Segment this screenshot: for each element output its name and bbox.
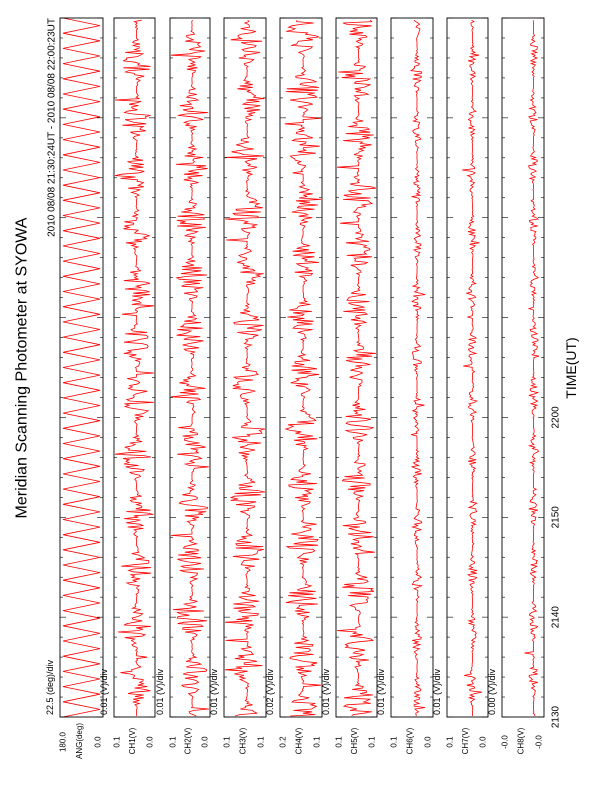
y-tick-top-ch6: 0.1 — [389, 736, 399, 748]
scale-label-ch3: 0.01 (V)/div — [209, 668, 219, 715]
y-tick-bottom-ch7: 0.0 — [478, 736, 488, 748]
scale-label-ch2: 0.01 (V)/div — [155, 668, 165, 715]
panel-frame-ch5 — [336, 18, 377, 717]
y-tick-top-ang: 180.0 — [58, 731, 68, 753]
x-tick-label-2200: 2200 — [550, 406, 562, 429]
trace-ch6 — [411, 20, 425, 716]
y-tick-bottom-ang: 0.0 — [93, 736, 103, 748]
y-tick-top-ch8: -0.0 — [500, 735, 510, 749]
y-tick-top-ch1: 0.1 — [112, 736, 122, 748]
scale-label-ch5: 0.01 (V)/div — [321, 668, 331, 715]
panel-frame-ch3 — [224, 18, 266, 717]
scale-label-ch6: 0.01 (V)/div — [376, 668, 386, 715]
trace-ch7 — [462, 20, 482, 716]
y-label-ch4: CH4(V) — [294, 727, 304, 755]
panel-frame-ch6 — [391, 18, 433, 717]
x-axis-title: TIME(UT) — [563, 337, 579, 399]
scale-label-ch8: 0.00 (V)/div — [487, 668, 497, 715]
panel-frame-ch7 — [447, 18, 488, 717]
x-tick-label-2140: 2140 — [550, 606, 562, 629]
y-label-ch8: CH8(V) — [516, 727, 526, 755]
y-label-ang: ANG(deg) — [75, 722, 84, 760]
trace-ch1 — [115, 20, 154, 716]
x-tick-label-2130: 2130 — [550, 705, 562, 729]
scale-label-ch4: 0.02 (V)/div — [265, 668, 275, 715]
trace-ch5 — [337, 20, 376, 716]
trace-ch8 — [525, 20, 539, 716]
y-tick-bottom-ch6: 0.0 — [423, 736, 433, 748]
y-tick-top-ch7: 0.1 — [445, 736, 455, 748]
trace-ch4 — [285, 20, 321, 716]
y-tick-top-ch4: 0.2 — [278, 736, 288, 748]
y-tick-bottom-ch2: 0.0 — [200, 736, 210, 748]
x-tick-label-2150: 2150 — [550, 506, 562, 529]
y-label-ch7: CH7(V) — [461, 727, 470, 755]
y-tick-bottom-ch3: 0.1 — [256, 736, 266, 748]
y-tick-top-ch3: 0.1 — [222, 736, 232, 748]
y-tick-top-ch2: 0.1 — [168, 736, 178, 748]
y-tick-bottom-ch4: 0.1 — [312, 736, 322, 748]
panel-frame-ch8 — [502, 18, 544, 717]
y-label-ch1: CH1(V) — [128, 727, 137, 755]
scale-label-ch7: 0.01 (V)/div — [432, 668, 442, 715]
y-label-ch5: CH5(V) — [350, 727, 359, 755]
y-tick-top-ch5: 0.1 — [334, 736, 344, 748]
y-tick-bottom-ch1: 0.0 — [145, 736, 155, 748]
chart-subtitle: 2010 08/08 21:30:24UT - 2010 08/08 22:00:23UT — [46, 18, 58, 237]
y-tick-bottom-ch8: -0.0 — [534, 735, 544, 749]
scale-label-ang: 22.5 (deg)/div — [45, 659, 55, 715]
chart-title: Meridian Scanning Photometer at SYOWA — [13, 217, 31, 519]
y-label-ch6: CH6(V) — [405, 727, 415, 755]
y-label-ch3: CH3(V) — [238, 727, 248, 755]
panel-frame-ang — [60, 18, 103, 717]
trace-ch3 — [225, 20, 265, 716]
panel-frame-ch2 — [170, 18, 210, 717]
scale-label-ch1: 0.01 (V)/div — [99, 668, 109, 715]
trace-ch2 — [171, 20, 209, 716]
trace-ang — [63, 18, 100, 717]
y-tick-bottom-ch5: 0.1 — [367, 736, 377, 748]
y-label-ch2: CH2(V) — [183, 727, 193, 755]
